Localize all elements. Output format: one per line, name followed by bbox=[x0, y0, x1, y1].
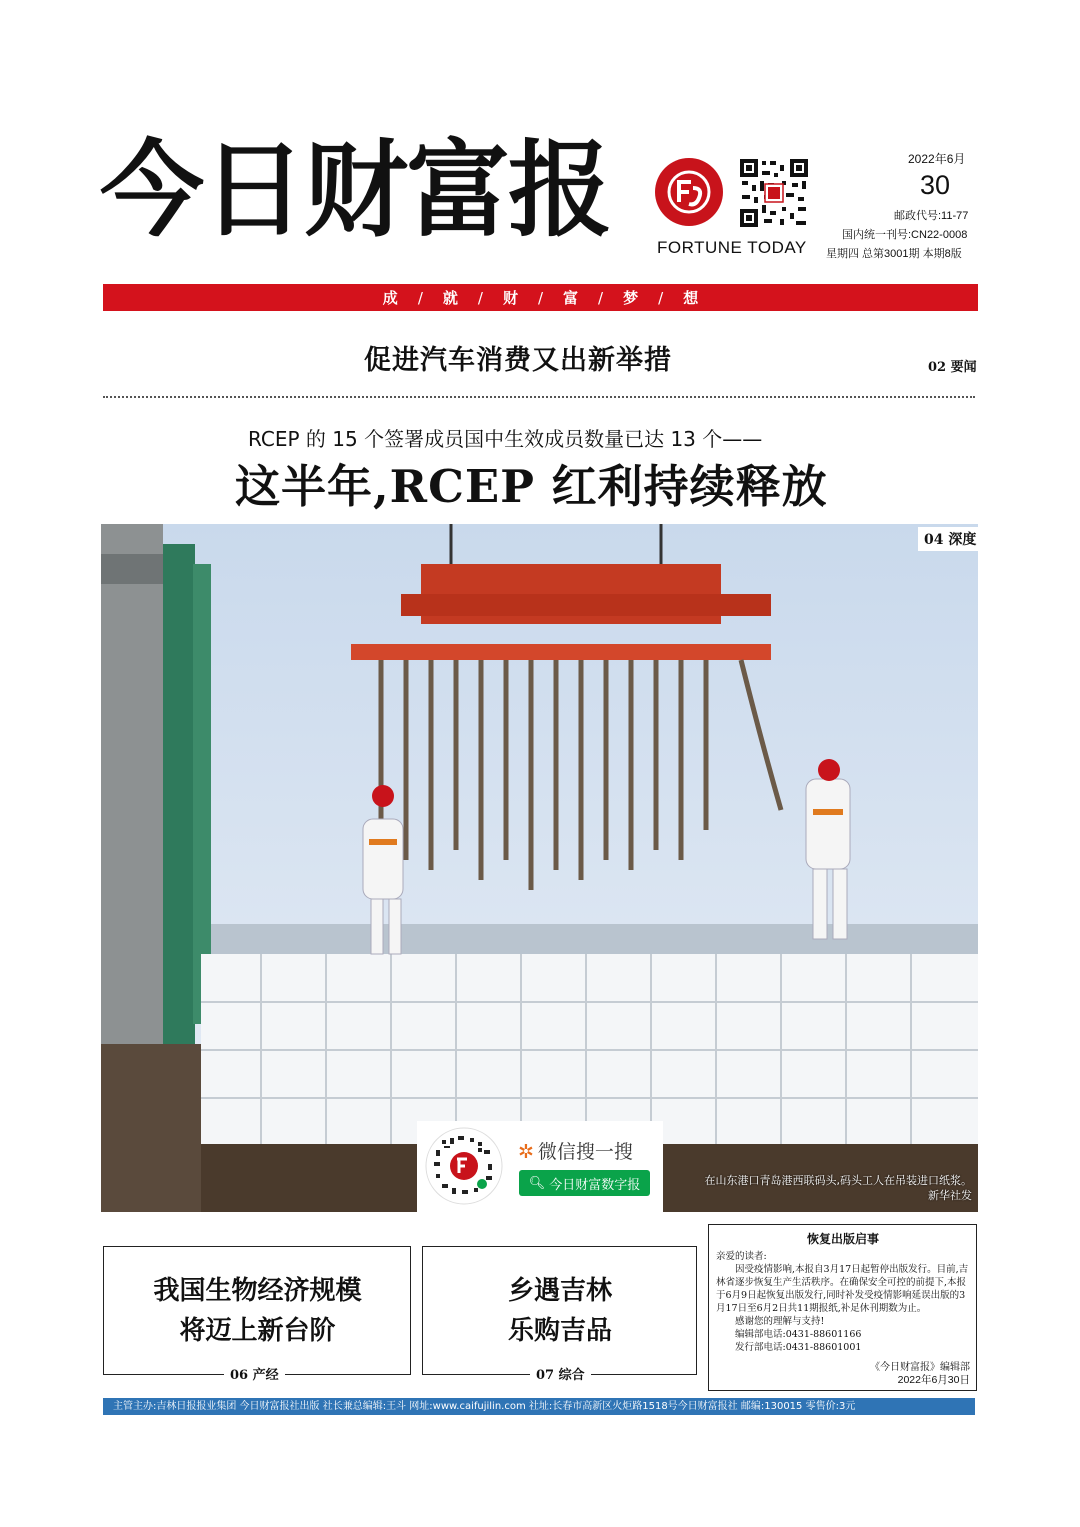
port-crane-photo bbox=[101, 524, 978, 1212]
footer-bar: 主管主办:吉林日报报业集团 今日财富报社出版 社长兼总编辑:王斗 网址:www.caifujilin.com 社址:长春市高新区火炬路1518号今日财富报社 邮编:130015 零售价:3元 bbox=[103, 1398, 975, 1415]
issue-month: 2022年6月 bbox=[908, 152, 966, 166]
slogan-char: 财 bbox=[502, 289, 518, 307]
notice-paragraph: 因受疫情影响,本报自3月17日起暂停出版发行。目前,吉林省逐步恢复生产生活秩序。在确保安全可控的前提下,本报于6月9日起恢复出版发行,同时补发受疫情影响延误出版的3月17日至6月2日共11期报纸,补足休刊期数为止。 bbox=[716, 1264, 969, 1314]
slogan-separator: / bbox=[477, 288, 483, 307]
slogan-char: 就 bbox=[442, 289, 458, 307]
search-icon: 🔍︎ bbox=[528, 1175, 546, 1191]
page-ref-02[interactable]: 02 要闻 bbox=[928, 360, 977, 375]
caption-credit: 新华社发 bbox=[928, 1189, 972, 1202]
notice-greeting: 亲爱的读者: bbox=[716, 1251, 767, 1262]
teaser-line: 我国生物经济规模 bbox=[153, 1276, 362, 1306]
postal-code: 邮政代号:11-77 bbox=[894, 210, 969, 222]
teaser-headline-bioeconomy[interactable] bbox=[103, 1271, 412, 1351]
page-ref-06[interactable]: 06 产经 bbox=[224, 1364, 285, 1383]
issue-info: 星期四 总第3001期 本期8版 bbox=[826, 248, 962, 260]
main-kicker: RCEP 的 15 个签署成员国中生效成员数量已达 13 个—— bbox=[248, 427, 763, 451]
masthead-title: 今日财富报 bbox=[100, 129, 611, 251]
dotted-divider bbox=[103, 396, 975, 398]
issue-day: 30 bbox=[920, 170, 951, 200]
slogan-separator: / bbox=[537, 288, 544, 307]
notice-phone-issue: 发行部电话:0431-88601001 bbox=[735, 1342, 862, 1353]
newspaper-logo-icon bbox=[655, 158, 723, 226]
wechat-search-button[interactable] bbox=[519, 1170, 650, 1196]
wechat-search-icon: ✲ bbox=[518, 1141, 534, 1163]
wechat-qr-code-icon bbox=[424, 1126, 504, 1206]
qr-code-icon bbox=[738, 157, 810, 229]
main-headline[interactable]: 这半年,RCEP 红利持续释放 bbox=[235, 460, 828, 513]
teaser-line: 乡遇吉林 bbox=[507, 1276, 612, 1306]
slogan-char: 想 bbox=[683, 289, 699, 307]
photo-caption bbox=[690, 1173, 972, 1203]
notice-phone-edit: 编辑部电话:0431-88601166 bbox=[735, 1329, 862, 1340]
page-ref-04[interactable]: 04 深度 bbox=[918, 527, 982, 551]
masthead-english-title: FORTUNE TODAY bbox=[657, 238, 807, 257]
lead-headline[interactable]: 促进汽车消费又出新举措 bbox=[364, 345, 672, 376]
wechat-search-title bbox=[518, 1137, 633, 1164]
notice-thanks: 感谢您的理解与支持! bbox=[735, 1316, 825, 1327]
cn-number: 国内统一刊号:CN22-0008 bbox=[842, 229, 968, 241]
slogan-char: 富 bbox=[563, 289, 579, 307]
teaser-line: 乐购吉品 bbox=[507, 1316, 612, 1346]
slogan-char: 成 bbox=[382, 289, 398, 307]
wechat-search-label: 微信搜一搜 bbox=[537, 1141, 633, 1163]
slogan-char: 梦 bbox=[623, 289, 639, 307]
teaser-headline-jilin[interactable] bbox=[422, 1271, 698, 1351]
slogan-separator: / bbox=[658, 288, 664, 307]
slogan-separator: / bbox=[417, 288, 423, 307]
notice-date: 2022年6月30日 bbox=[897, 1374, 970, 1386]
caption-text: 在山东港口青岛港西联码头,码头工人在吊装进口纸浆。 bbox=[704, 1174, 972, 1187]
wechat-search-button-label: 今日财富数字报 bbox=[549, 1177, 641, 1193]
notice-signature: 《今日财富报》编辑部 bbox=[870, 1362, 970, 1373]
page-ref-07[interactable]: 07 综合 bbox=[530, 1364, 591, 1383]
notice-body bbox=[716, 1250, 972, 1354]
notice-title: 恢复出版启事 bbox=[806, 1232, 879, 1246]
teaser-line: 将迈上新台阶 bbox=[179, 1316, 336, 1346]
slogan-bar bbox=[103, 284, 978, 311]
slogan-separator: / bbox=[598, 288, 604, 307]
